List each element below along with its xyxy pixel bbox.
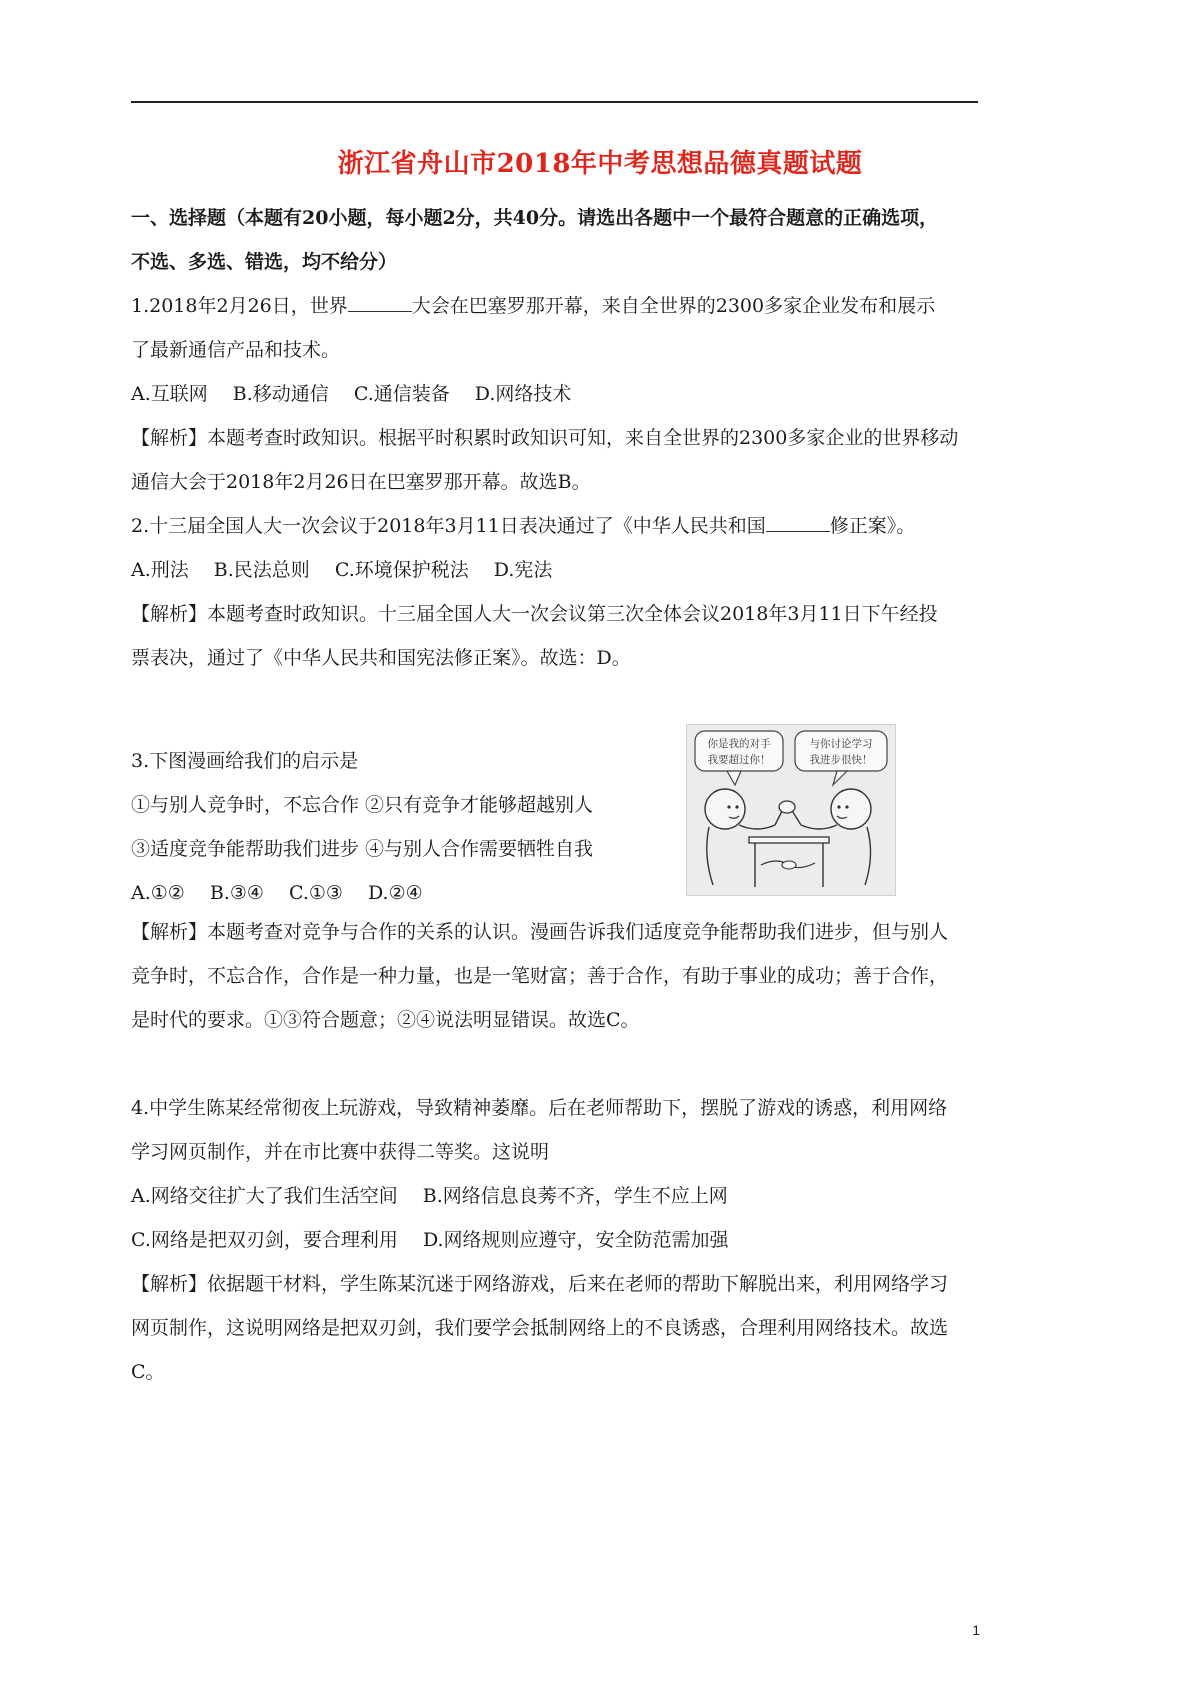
exam-content	[131, 196, 978, 1394]
q1-stem-part-b: 大会在巴塞罗那开幕，来自全世界的2300多家企业发布和展示	[411, 295, 936, 317]
q1-options: A.互联网 B.移动通信 C.通信装备 D.网络技术	[131, 383, 572, 405]
q2-stem-part-b: 修正案》。	[829, 515, 916, 537]
q1-stem-part-a: 1.2018年2月26日，世界	[131, 295, 348, 317]
header-rule	[131, 101, 978, 103]
q2-options: A.刑法 B.民法总则 C.环境保护税法 D.宪法	[131, 559, 553, 581]
q3-block	[131, 724, 978, 910]
q2-blank	[766, 511, 830, 532]
q4-options-line-2: C.网络是把双刃剑，要合理利用 D.网络规则应遵守，安全防范需加强	[131, 1229, 729, 1251]
table-top	[749, 837, 829, 843]
section-heading-line-2: 不选、多选、错选，均不给分）	[131, 251, 398, 273]
q1-stem-line-2: 了最新通信产品和技术。	[131, 339, 341, 361]
q4-options-line-1: A.网络交往扩大了我们生活空间 B.网络信息良莠不齐，学生不应上网	[131, 1185, 728, 1207]
section-heading-line-1: 一、选择题（本题有20小题，每小题2分，共40分。请选出各题中一个最符合题意的正确选项，	[131, 207, 939, 229]
q2-analysis-line-1: 【解析】本题考查时政知识。十三届全国人大一次会议第三次全体会议2018年3月11日下午经投	[131, 603, 938, 625]
right-bubble-text-1: 与你讨论学习	[809, 738, 873, 750]
page-number: 1	[972, 1622, 980, 1638]
q3-stem: 3.下图漫画给我们的启示是	[131, 750, 359, 772]
q4-analysis-line-1: 【解析】依据题干材料，学生陈某沉迷于网络游戏，后来在老师的帮助下解脱出来，利用网络学习	[131, 1273, 949, 1295]
clasped-hands	[779, 801, 795, 813]
q4-analysis-line-2: 网页制作，这说明网络是把双刃剑，我们要学会抵制网络上的不良诱惑，合理利用网络技术。故选	[131, 1317, 949, 1339]
q3-text	[131, 739, 671, 915]
page-title: 浙江省舟山市2018年中考思想品德真题试题	[337, 149, 863, 179]
q2-stem	[131, 504, 978, 548]
cartoon-illustration	[687, 725, 895, 895]
arm-wrestling-cartoon	[686, 724, 896, 896]
left-figure-head	[705, 789, 745, 829]
q4-stem-line-2: 学习网页制作，并在市比赛中获得二等奖。这说明	[131, 1141, 550, 1163]
spacer	[131, 1042, 978, 1086]
right-bubble-text-2: 我进步很快！	[809, 754, 873, 766]
q3-items-line-1: ①与别人竞争时，不忘合作 ②只有竞争才能够超越别人	[131, 794, 594, 816]
left-bubble-text-1: 你是我的对手	[707, 738, 771, 750]
q1-stem	[131, 284, 978, 328]
q1-blank	[348, 291, 412, 312]
q4-stem-line-1: 4.中学生陈某经常彻夜上玩游戏，导致精神萎靡。后在老师帮助下，摆脱了游戏的诱惑，利用网络	[131, 1097, 948, 1119]
q4-analysis-line-3: C。	[131, 1361, 165, 1383]
q3-items-line-2: ③适度竞争能帮助我们进步 ④与别人合作需要牺牲自我	[131, 838, 594, 860]
spacer	[131, 680, 978, 724]
q3-options: A.①② B.③④ C.①③ D.②④	[131, 882, 423, 904]
q1-analysis-line-2: 通信大会于2018年2月26日在巴塞罗那开幕。故选B。	[131, 471, 591, 493]
q2-analysis-line-2: 票表决，通过了《中华人民共和国宪法修正案》。故选：D。	[131, 647, 631, 669]
q3-analysis-line-1: 【解析】本题考查对竞争与合作的关系的认识。漫画告诉我们适度竞争能帮助我们进步，但与别人	[131, 921, 949, 943]
q3-analysis-line-2: 竞争时，不忘合作，合作是一种力量，也是一笔财富；善于合作，有助于事业的成功；善于合作，	[131, 965, 949, 987]
right-figure-head	[831, 789, 871, 829]
left-bubble-text-2: 我要超过你！	[707, 754, 771, 766]
q3-analysis-line-3: 是时代的要求。①③符合题意；②④说法明显错误。故选C。	[131, 1009, 640, 1031]
q1-analysis-line-1: 【解析】本题考查时政知识。根据平时积累时政知识可知，来自全世界的2300多家企业的世界移动	[131, 427, 959, 449]
q2-stem-part-a: 2.十三届全国人大一次会议于2018年3月11日表决通过了《中华人民共和国	[131, 515, 766, 537]
